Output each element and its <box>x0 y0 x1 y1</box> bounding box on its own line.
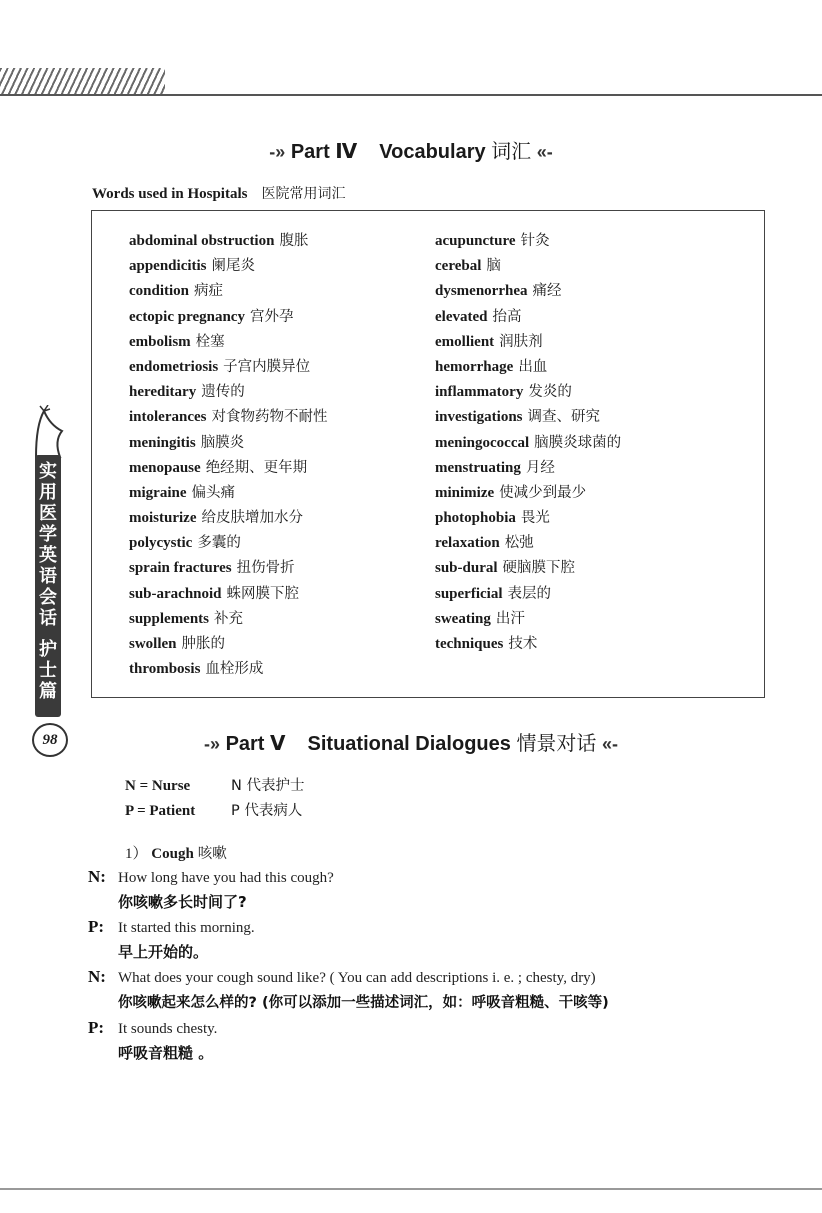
vocab-term: ectopic pregnancy <box>129 308 245 325</box>
vocab-item <box>129 279 327 304</box>
vocab-translation: 腹胀 <box>279 233 309 249</box>
dialogue-en: How long have you had this cough? <box>118 870 334 886</box>
vocab-translation: 硬脑膜下腔 <box>502 560 576 577</box>
vocab-term: meningococcal <box>435 434 530 451</box>
vocab-term: superficial <box>435 585 503 602</box>
vocab-item <box>129 355 327 380</box>
vocab-term: intolerances <box>129 409 207 426</box>
vocab-term: swollen <box>129 636 177 652</box>
vocab-item <box>435 506 621 531</box>
vocab-term: endometriosis <box>129 358 219 375</box>
vocab-item <box>435 531 621 556</box>
legend-key: P = Patient <box>125 803 196 819</box>
dialogue-line <box>88 967 596 987</box>
vocab-item <box>435 632 621 657</box>
vocab-term: dysmenorrhea <box>435 283 528 300</box>
vocab-translation: 针灸 <box>520 233 550 249</box>
vocab-term: elevated <box>435 308 488 325</box>
vocab-term: acupuncture <box>435 233 516 249</box>
vocab-box <box>91 210 765 698</box>
dialogue-zh: 你咳嗽多长时间了? <box>118 893 247 911</box>
vocab-item <box>435 607 621 632</box>
legend-key: N = Nurse <box>125 778 191 794</box>
dialogue-zh: 呼吸音粗糙 。 <box>118 1044 214 1062</box>
legend-patient <box>125 799 302 820</box>
speaker-label: N: <box>88 867 106 886</box>
section-title-dialogues <box>0 727 822 756</box>
side-tab <box>30 405 66 765</box>
dialogue-line <box>88 917 255 937</box>
vocab-term: sub-arachnoid <box>129 585 222 602</box>
legend-nurse <box>125 774 304 795</box>
left-arrow-ornament-icon: -» <box>269 142 286 162</box>
vocab-term: thrombosis <box>129 661 201 678</box>
vocab-item <box>435 582 621 607</box>
subtopic-heading <box>125 842 227 863</box>
dialogue-en: It sounds chesty. <box>118 1021 218 1037</box>
vocab-translation: 宫外孕 <box>249 308 294 325</box>
vocab-item <box>435 355 621 380</box>
vocab-item <box>435 380 621 405</box>
vocab-term: investigations <box>435 409 523 426</box>
vocab-item <box>129 657 327 682</box>
vocab-term: polycystic <box>129 535 193 552</box>
section-title-zh: 词汇 <box>491 141 532 163</box>
vocab-column-right <box>435 229 621 657</box>
vocab-item <box>129 229 327 254</box>
vocab-translation: 表层的 <box>507 585 551 602</box>
vocab-item <box>129 330 327 355</box>
left-arrow-ornament-icon: -» <box>203 734 220 754</box>
vocab-item <box>435 279 621 304</box>
vocab-item <box>435 431 621 456</box>
footer-rule <box>0 1188 822 1190</box>
vocab-item <box>129 254 327 279</box>
vocab-term: techniques <box>435 636 504 652</box>
vocab-translation: 补充 <box>214 610 244 627</box>
vocab-translation: 润肤剂 <box>499 333 543 350</box>
vocab-term: menstruating <box>435 459 521 476</box>
vocab-heading-zh: 医院常用词汇 <box>261 186 346 202</box>
part-number: Part Ⅴ <box>225 733 286 755</box>
vocab-translation: 给皮肤增加水分 <box>201 510 303 527</box>
vocab-translation: 抬高 <box>492 308 522 325</box>
vocab-translation: 扭伤骨折 <box>236 560 295 577</box>
vocab-item <box>129 506 327 531</box>
vocab-translation: 脑膜炎球菌的 <box>534 434 622 451</box>
vocab-translation: 血栓形成 <box>205 661 264 678</box>
vocab-term: photophobia <box>435 510 516 527</box>
vocab-item <box>435 405 621 430</box>
vocab-item <box>129 582 327 607</box>
vocab-term: menopause <box>129 459 201 476</box>
vocab-translation: 月经 <box>525 459 555 476</box>
vocab-item <box>129 632 327 657</box>
subtopic-zh: 咳嗽 <box>197 846 227 862</box>
legend-zh: N 代表护士 <box>231 778 305 794</box>
vocab-translation: 调查、研究 <box>527 409 601 426</box>
vocab-term: hereditary <box>129 384 197 401</box>
vocab-item <box>435 330 621 355</box>
vocab-translation: 偏头痛 <box>191 484 235 501</box>
vocab-item <box>129 556 327 581</box>
page-number: 98 <box>32 723 68 757</box>
vocab-term: emollient <box>435 333 495 350</box>
vocab-translation: 出血 <box>518 358 548 375</box>
vocab-item <box>129 607 327 632</box>
vocab-translation: 畏光 <box>520 510 550 527</box>
section-title-text: Vocabulary <box>379 141 486 163</box>
vocab-translation: 发炎的 <box>528 384 572 401</box>
subtopic-number: 1） <box>125 846 148 862</box>
side-tab-text <box>35 461 61 702</box>
vocab-term: inflammatory <box>435 384 524 401</box>
vocab-column-left <box>129 229 327 682</box>
vocab-item <box>129 431 327 456</box>
vocab-term: embolism <box>129 333 191 350</box>
vocab-item <box>129 380 327 405</box>
vocab-item <box>129 481 327 506</box>
vocab-item <box>129 531 327 556</box>
section-title-vocabulary <box>0 135 822 164</box>
vocab-item <box>129 305 327 330</box>
vocab-translation: 对食物药物不耐性 <box>211 409 328 426</box>
speaker-label: N: <box>88 967 106 986</box>
speaker-label: P: <box>88 1018 105 1037</box>
vocab-translation: 松弛 <box>504 535 534 552</box>
vocab-term: moisturize <box>129 510 197 527</box>
vocab-translation: 肿胀的 <box>181 636 226 652</box>
vocab-item <box>435 456 621 481</box>
dialogue-zh: 你咳嗽起来怎么样的? (你可以添加一些描述词汇，如：呼吸音粗糙、干咳等) <box>118 995 609 1011</box>
vocab-term: hemorrhage <box>435 358 514 375</box>
vocab-term: sprain fractures <box>129 560 232 577</box>
vocab-term: sweating <box>435 610 491 627</box>
vocab-item <box>435 556 621 581</box>
vocab-term: abdominal obstruction <box>129 233 275 249</box>
vocab-term: sub-dural <box>435 560 498 577</box>
vocab-term: condition <box>129 283 190 300</box>
right-leaf-ornament-icon: «- <box>602 734 619 754</box>
vocab-item <box>435 254 621 279</box>
vocab-translation: 脑 <box>486 258 501 275</box>
vocab-translation: 多囊的 <box>197 535 241 552</box>
right-leaf-ornament-icon: «- <box>536 142 553 162</box>
vocab-item <box>129 405 327 430</box>
dialogue-en: What does your cough sound like? ( You can add descriptions i. e. ; chesty, dry) <box>118 970 596 986</box>
book-subtitle: 护士篇 <box>39 639 57 702</box>
vocab-item <box>129 456 327 481</box>
vocab-translation: 使减少到最少 <box>499 484 587 501</box>
vocab-term: cerebal <box>435 258 482 275</box>
section-title-zh: 情景对话 <box>516 733 597 755</box>
subtopic-en: Cough <box>151 846 194 862</box>
header-rule <box>0 94 822 96</box>
section-title-text: Situational Dialogues <box>307 733 511 755</box>
dialogue-en: It started this morning. <box>118 920 255 936</box>
vocab-translation: 出汗 <box>495 610 525 627</box>
vocab-item <box>435 229 621 254</box>
vocab-term: minimize <box>435 484 495 501</box>
vocab-term: meningitis <box>129 434 196 451</box>
dialogue-zh: 早上开始的。 <box>118 943 209 961</box>
vocab-translation: 技术 <box>508 636 538 652</box>
vocab-term: appendicitis <box>129 258 207 275</box>
vocab-translation: 蛛网膜下腔 <box>226 585 300 602</box>
part-number: Part Ⅳ <box>290 141 358 163</box>
vocab-term: migraine <box>129 484 187 501</box>
header-hatch-decoration <box>0 68 165 94</box>
vocab-term: relaxation <box>435 535 500 552</box>
dialogue-line <box>88 1018 217 1038</box>
vocab-translation: 阑尾炎 <box>211 258 256 275</box>
vocab-translation: 遗传的 <box>201 384 245 401</box>
vocab-translation: 栓塞 <box>195 333 225 350</box>
vocab-translation: 子宫内膜异位 <box>223 358 311 375</box>
vocab-item <box>435 481 621 506</box>
vocab-heading-en: Words used in Hospitals <box>92 186 248 202</box>
speaker-label: P: <box>88 917 105 936</box>
vocab-heading <box>92 183 345 203</box>
vocab-translation: 病症 <box>194 283 224 300</box>
dialogue-line <box>88 867 334 887</box>
vocab-translation: 痛经 <box>532 283 562 300</box>
vocab-item <box>435 305 621 330</box>
vocab-translation: 脑膜炎 <box>200 434 245 451</box>
vocab-term: supplements <box>129 610 210 627</box>
legend-zh: P 代表病人 <box>231 803 303 819</box>
vocab-translation: 绝经期、更年期 <box>205 459 308 476</box>
book-sparkle-icon <box>30 405 66 461</box>
book-title: 实用医学英语会话 <box>39 461 57 629</box>
